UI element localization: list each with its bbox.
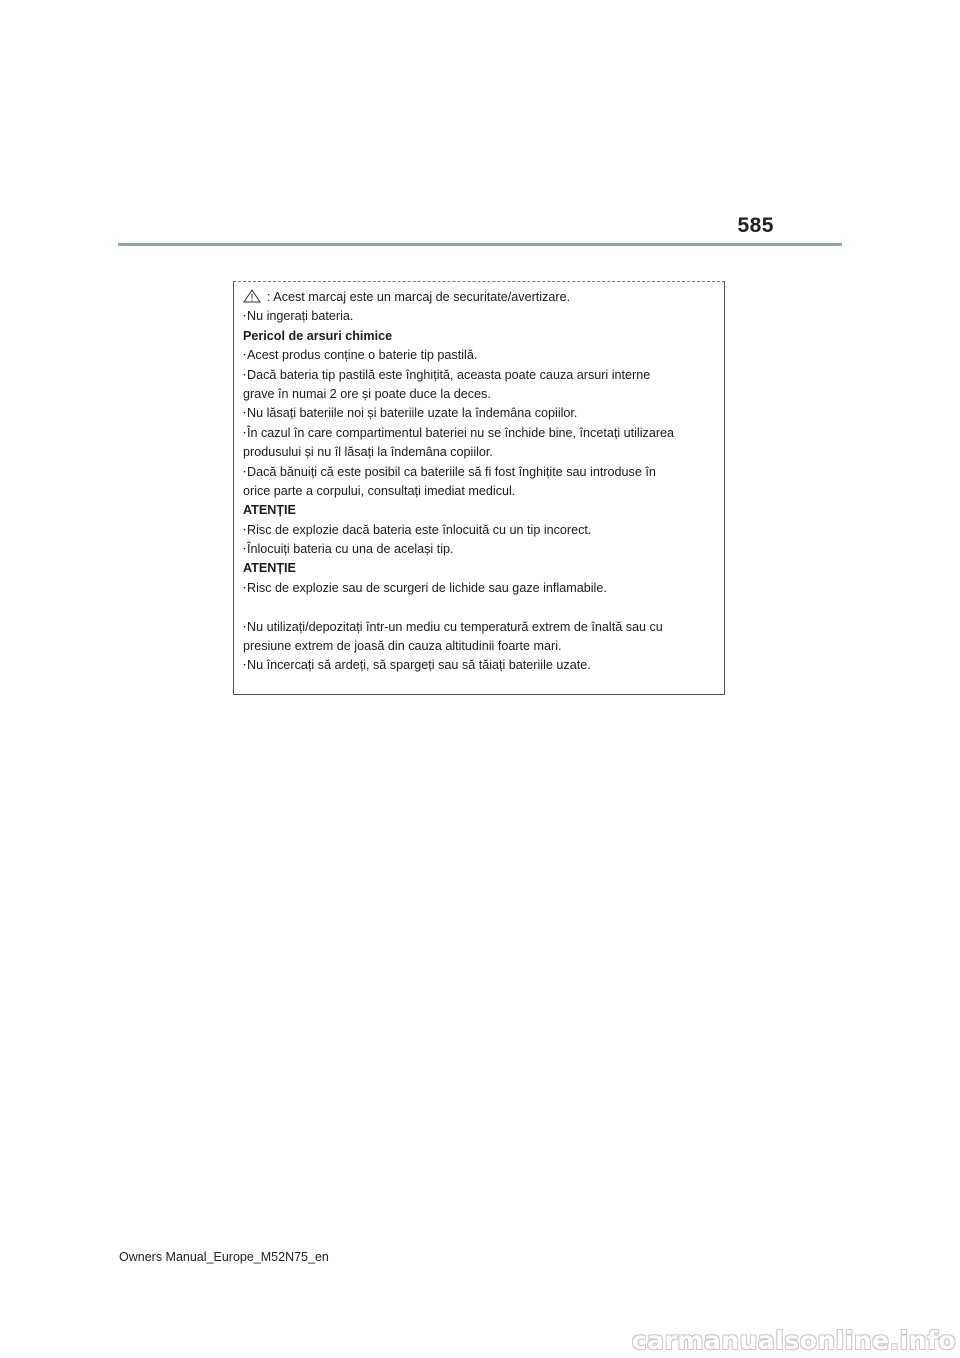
bullet-marker: ・ [240,524,250,535]
notice-line [240,366,716,385]
notice-line [240,404,716,423]
notice-line [243,559,716,578]
bullet-marker: ・ [240,408,250,419]
notice-line-text: Nu ingerați bateria. [247,309,354,324]
notice-line [243,385,716,404]
notice-line [243,637,716,656]
notice-line-text: ATENȚIE [243,561,296,576]
bullet-marker: ・ [240,427,250,438]
warning-triangle-icon [243,289,261,303]
notice-line-text: Risc de explozie sau de scurgeri de lichide sau gaze inflamabile. [247,580,607,595]
notice-line [243,327,716,346]
notice-line-text: produsului și nu îl lăsați la îndemâna copiilor. [243,445,493,460]
notice-line-text: orice parte a corpului, consultați imediat medicul. [243,483,516,498]
notice-line-text: Risc de explozie dacă bateria este înlocuită cu un tip incorect. [247,522,592,537]
bullet-marker: ・ [240,621,250,632]
warning-marker-line [243,288,716,307]
notice-line [240,424,716,443]
notice-line-text: Nu utilizați/depozitați într-un mediu cu temperatură extrem de înaltă sau cu [247,619,663,634]
notice-line [240,307,716,326]
battery-warning-box [233,281,725,695]
notice-line [240,540,716,559]
notice-line-text: Acest produs conține o baterie tip pastilă. [247,348,478,363]
notice-line [243,443,716,462]
warning-marker-text: : Acest marcaj este un marcaj de securitate/avertizare. [267,290,571,304]
bullet-marker: ・ [240,466,250,477]
notice-line-text: Pericol de arsuri chimice [243,328,393,343]
notice-line [240,463,716,482]
notice-line-text: Dacă bănuiți că este posibil ca bateriile să fi fost înghițite sau introduse în [247,464,656,479]
notice-line-text: Dacă bateria tip pastilă este înghițită, aceasta poate cauza arsuri interne [247,367,651,382]
bullet-marker: ・ [240,350,250,361]
notice-line-text: Înlocuiți bateria cu una de același tip. [247,542,454,557]
notice-line [240,521,716,540]
header-rule [118,243,842,246]
notice-line [243,482,716,501]
bullet-marker: ・ [240,660,250,671]
notice-line [240,346,716,365]
notice-line [243,501,716,520]
bullet-marker: ・ [240,369,250,380]
notice-line-text: Nu lăsați bateriile noi și bateriile uzate la îndemâna copiilor. [247,406,578,421]
bullet-marker: ・ [240,582,250,593]
notice-line [240,618,716,637]
notice-line [243,598,716,617]
footer-manual-id: Owners Manual_Europe_M52N75_en [119,1250,329,1264]
page-number: 585 [737,214,774,237]
bullet-marker: ・ [240,544,250,555]
notice-line-text: În cazul în care compartimentul bateriei nu se închide bine, încetați utilizarea [247,425,675,440]
warning-text-block [240,288,716,676]
notice-line-text: ATENȚIE [243,503,296,518]
notice-line-text: presiune extrem de joasă din cauza altitudinii foarte mari. [243,639,562,654]
notice-line [240,579,716,598]
bullet-marker: ・ [240,311,250,322]
notice-line-text: Nu încercați să ardeți, să spargeți sau să tăiați bateriile uzate. [247,658,591,673]
notice-line-text: grave în numai 2 ore și poate duce la deces. [243,386,491,401]
watermark: carmanualsonline.info [631,1326,956,1355]
notice-line [240,656,716,675]
